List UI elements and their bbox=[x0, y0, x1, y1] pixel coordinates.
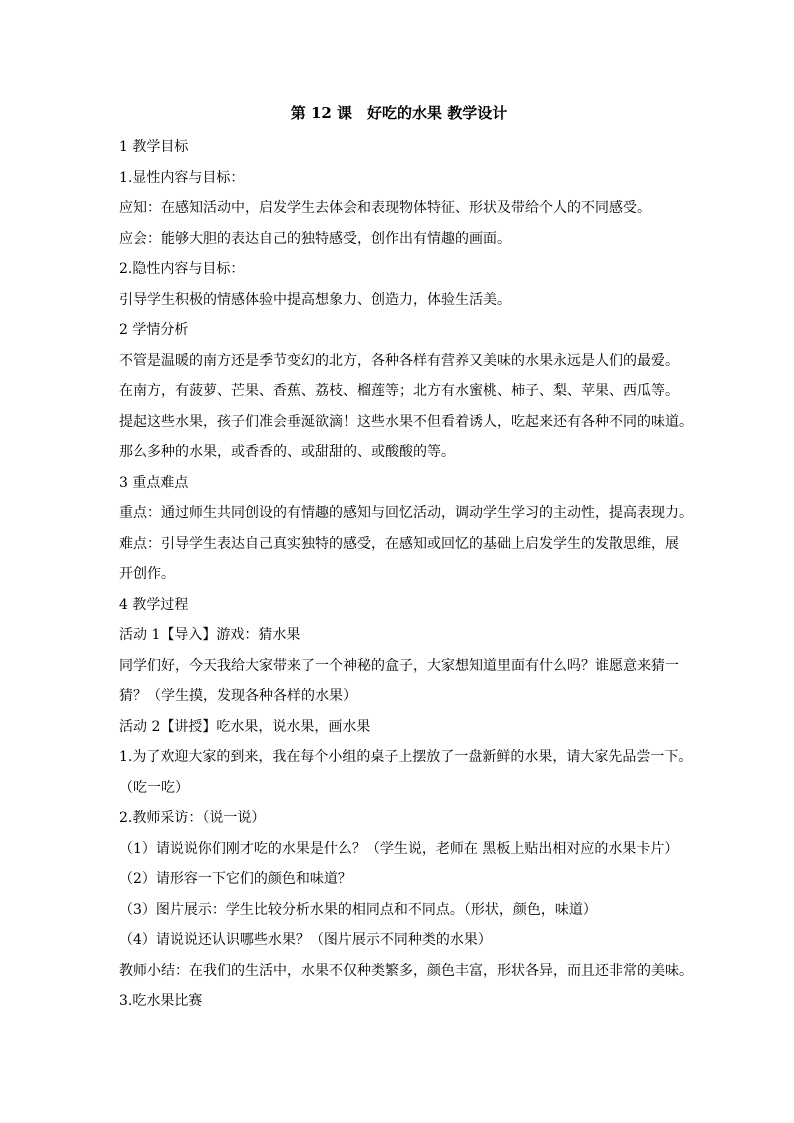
heading-teaching-process: 4 教学过程 bbox=[119, 596, 189, 613]
paragraph-line: 猜？（学生摸，发现各种各样的水果） bbox=[119, 688, 357, 704]
paragraph-line: 1.显性内容与目标： bbox=[119, 169, 245, 186]
paragraph-line: 2.教师采访：（说一说） bbox=[119, 810, 266, 826]
paragraph-line: （吃一吃） bbox=[119, 779, 189, 796]
paragraph-line: 3.吃水果比赛 bbox=[119, 993, 203, 1009]
paragraph-line: 那么多种的水果，或香香的、或甜甜的、或酸酸的等。 bbox=[119, 444, 455, 460]
heading-key-points: 3 重点难点 bbox=[119, 474, 189, 491]
paragraph-line: 不管是温暖的南方还是季节变幻的北方，各种各样有营养又美味的水果永远是人们的最爱。 bbox=[119, 352, 679, 369]
document-body bbox=[119, 102, 693, 1017]
paragraph-line: 提起这些水果，孩子们准会垂涎欲滴！这些水果不但看着诱人，吃起来还有各种不同的味道。 bbox=[119, 413, 693, 430]
paragraph-line: 引导学生积极的情感体验中提高想象力、创造力，体验生活美。 bbox=[119, 291, 511, 308]
heading-teaching-goals: 1 教学目标 bbox=[119, 139, 189, 155]
paragraph-line: 应会：能够大胆的表达自己的独特感受，创作出有情趣的画面。 bbox=[119, 230, 511, 247]
paragraph-line: 在南方，有菠萝、芒果、香蕉、荔枝、榴莲等；北方有水蜜桃、柿子、梨、苹果、西瓜等。 bbox=[119, 383, 679, 399]
paragraph-line: 2.隐性内容与目标： bbox=[119, 261, 245, 277]
paragraph-line: （2）请形容一下它们的颜色和味道？ bbox=[119, 871, 352, 887]
paragraph-line: 同学们好，今天我给大家带来了一个神秘的盒子，大家想知道里面有什么吗？谁愿意来猜一 bbox=[119, 657, 679, 674]
document-title: 第 12 课 好吃的水果 教学设计 bbox=[290, 104, 508, 122]
paragraph-line: （4）请说说还认识哪些水果？（图片展示不同种类的水果） bbox=[119, 932, 492, 948]
paragraph-line: 活动 2【讲授】吃水果，说水果，画水果 bbox=[119, 718, 371, 735]
paragraph-line: 1.为了欢迎大家的到来，我在每个小组的桌子上摆放了一盘新鲜的水果，请大家先品尝一下。 bbox=[119, 749, 693, 765]
paragraph-line: 教师小结：在我们的生活中，水果不仅种类繁多，颜色丰富，形状各异，而且还非常的美味。 bbox=[119, 962, 693, 979]
paragraph-line: 难点：引导学生表达自己真实独特的感受，在感知或回忆的基础上启发学生的发散思维，展 bbox=[119, 535, 679, 552]
paragraph-line: 开创作。 bbox=[119, 566, 175, 582]
paragraph-line: （1）请说说你们刚才吃的水果是什么？（学生说，老师在 黑板上贴出相对应的水果卡片） bbox=[119, 840, 679, 857]
paragraph-line: 应知：在感知活动中，启发学生去体会和表现物体特征、形状及带给个人的不同感受。 bbox=[119, 200, 651, 216]
paragraph-line: （3）图片展示：学生比较分析水果的相同点和不同点。（形状，颜色，味道） bbox=[119, 901, 597, 918]
paragraph-line: 重点：通过师生共同创设的有情趣的感知与回忆活动，调动学生学习的主动性，提高表现力。 bbox=[119, 505, 693, 521]
paragraph-line: 活动 1【导入】游戏：猜水果 bbox=[119, 627, 301, 643]
heading-student-analysis: 2 学情分析 bbox=[119, 322, 189, 338]
